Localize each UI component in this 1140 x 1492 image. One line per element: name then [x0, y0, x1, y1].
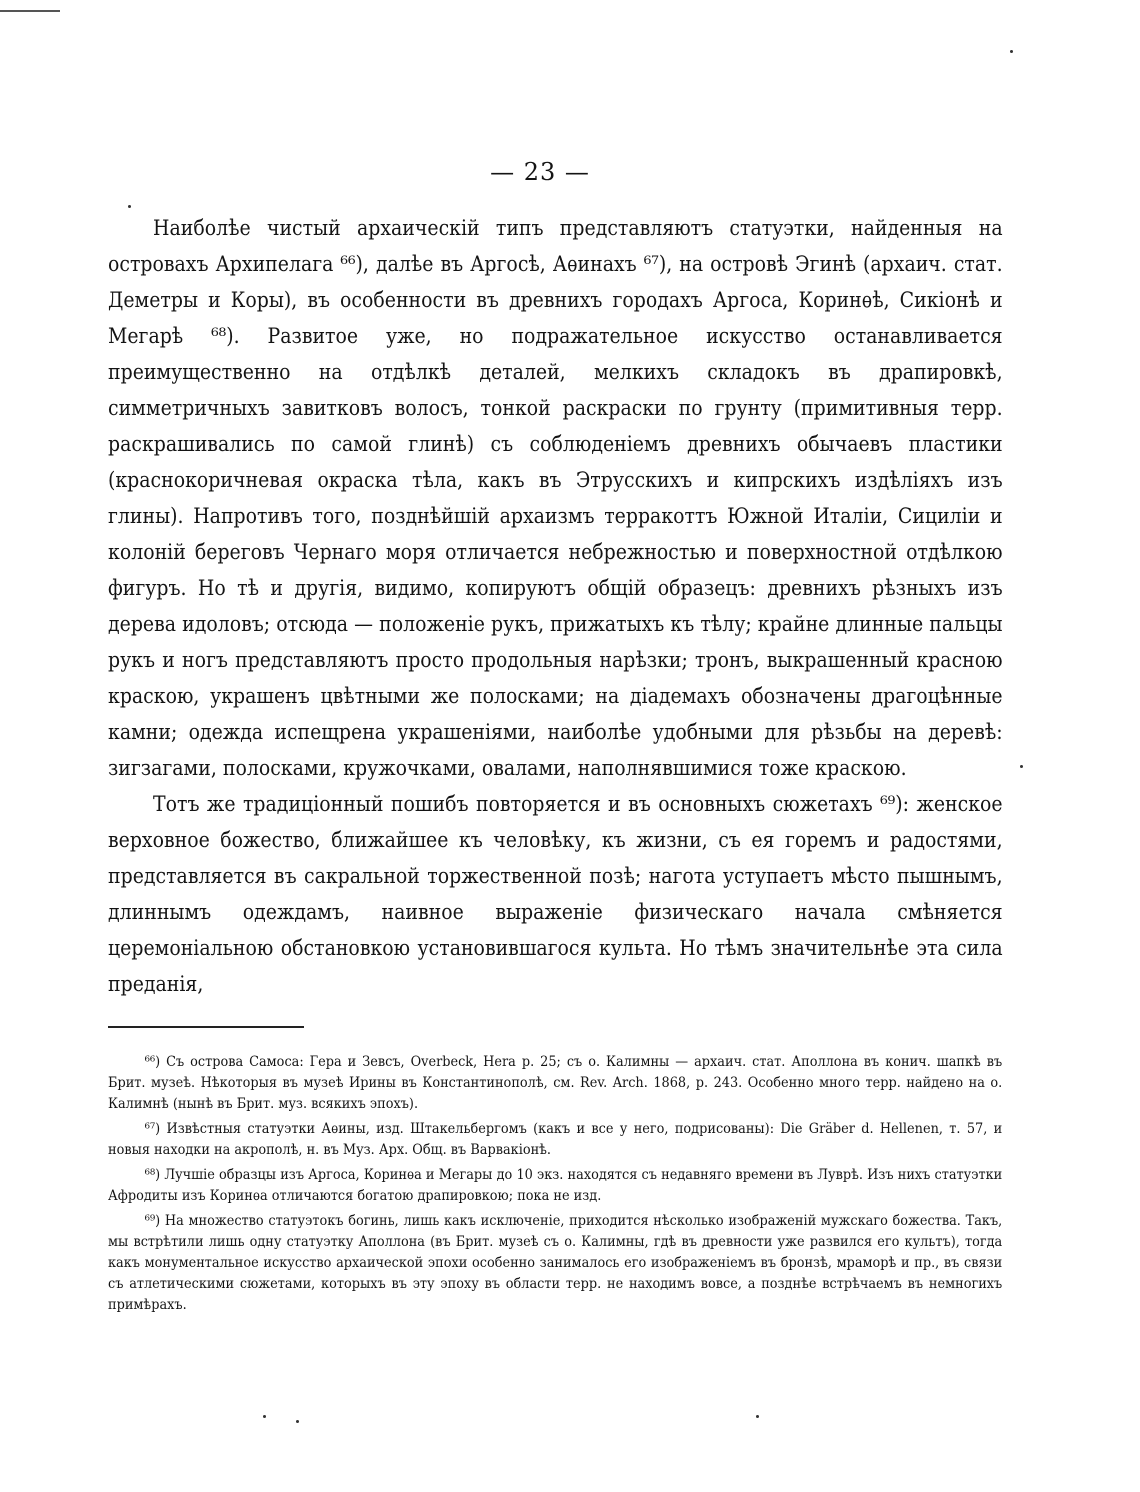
paragraph-1: Наиболѣе чистый архаическій типъ представляютъ статуэтки, найденныя на островахъ Архипелага ⁶⁶), далѣе въ Аргосѣ, Аѳинахъ ⁶⁷), на островѣ Эгинѣ (архаич. стат. Деметры и Коры), въ особенности въ древнихъ городахъ Аргоса, Коринѳѣ, Сикіонѣ и Мегарѣ ⁶⁸). Развитое уже, но подражательное искусство останавливается преимущественно на отдѣлкѣ деталей, мелкихъ складокъ въ драпировкѣ, симметричныхъ завитковъ волосъ, тонкой раскраски по грунту (примитивныя терр. раскрашивались по самой глинѣ) съ соблюденіемъ древнихъ обычаевъ пластики (краснокоричневая окраска тѣла, какъ въ Этрусскихъ и кипрскихъ издѣліяхъ изъ глины). Напротивъ того, позднѣйшій архаизмъ терракоттъ Южной Италіи, Сициліи и колоній береговъ Чернаго моря отличается небрежностью и поверхностной отдѣлкою фигуръ. Но тѣ и другія, видимо, копируютъ общій образецъ: древнихъ рѣзныхъ изъ дерева идоловъ; отсюда — положеніе рукъ, прижатыхъ къ тѣлу; крайне длинные пальцы рукъ и ногъ представляютъ просто продольныя нарѣзки; тронъ, выкрашенный красною краскою, украшенъ цвѣтными же полосками; на діадемахъ обозначены драгоцѣнные камни; одежда испещрена украшеніями, наиболѣе удобными для рѣзьбы на деревѣ: зигзагами, полосками, кружочками, овалами, наполнявшимися тоже краскою. [108, 216, 1003, 780]
footnote-66: ⁶⁶) Съ острова Самоса: Гера и Зевсъ, Overbeck, Hera p. 25; съ о. Калимны — архаич. стат. Аполлона въ конич. шапкѣ въ Брит. музеѣ. Нѣкоторыя въ музеѣ Ирины въ Константинополѣ, см. Rev. Arch. 1868, p. 243. Особенно много терр. найдено на о. Калимнѣ (нынѣ въ Брит. муз. всякихъ эпохъ). [108, 1054, 1003, 1112]
footnote-67: ⁶⁷) Извѣстныя статуэтки Аѳины, изд. Штакельбергомъ (какъ и все у него, подрисованы): Die Gräber d. Hellenen, т. 57, и новыя находки на акрополѣ, н. въ Муз. Арх. Общ. въ Варвакіонѣ. [108, 1121, 1003, 1158]
footnote-separator [108, 1026, 304, 1028]
scan-speck [1020, 765, 1023, 768]
footnotes [108, 1052, 1003, 1320]
footnote-68: ⁶⁸) Лучшіе образцы изъ Аргоса, Коринѳа и Мегары до 10 экз. находятся съ недавняго времени въ Луврѣ. Изъ нихъ статуэтки Афродиты изъ Коринѳа отличаются богатою драпировкою; пока не изд. [108, 1167, 1003, 1204]
scan-speck [1010, 50, 1013, 53]
paragraph-2: Тотъ же традиціонный пошибъ повторяется и въ основныхъ сюжетахъ ⁶⁹): женское верховное божество, ближайшее къ человѣку, къ жизни, съ ея горемъ и радостями, представляется въ сакральной торжественной позѣ; нагота уступаетъ мѣсто пышнымъ, длиннымъ одеждамъ, наивное выраженіе физическаго начала смѣняется церемоніальною обстановкою установившагося культа. Но тѣмъ значительнѣе эта сила преданія, [108, 792, 1003, 996]
main-text [108, 210, 1003, 1002]
scan-speck [128, 205, 131, 208]
scan-speck [756, 1415, 759, 1418]
scan-speck [296, 1420, 299, 1423]
page-number: — 23 — [490, 158, 590, 186]
top-edge-rule [0, 10, 60, 12]
scan-speck [263, 1415, 266, 1418]
footnote-69: ⁶⁹) На множество статуэтокъ богинь, лишь какъ исключеніе, приходится нѣсколько изображеній мужскаго божества. Такъ, мы встрѣтили лишь одну статуэтку Аполлона (въ Брит. музеѣ съ о. Калимны, гдѣ въ древности уже развился его культъ), тогда какъ монументальное искусство архаической эпохи особенно занималось его изображеніемъ въ бронзѣ, мраморѣ и пр., въ связи съ атлетическими сюжетами, которыхъ въ эту эпоху въ области терр. не находимъ вовсе, а позднѣе встрѣчаемъ въ немногихъ примѣрахъ. [108, 1213, 1003, 1313]
